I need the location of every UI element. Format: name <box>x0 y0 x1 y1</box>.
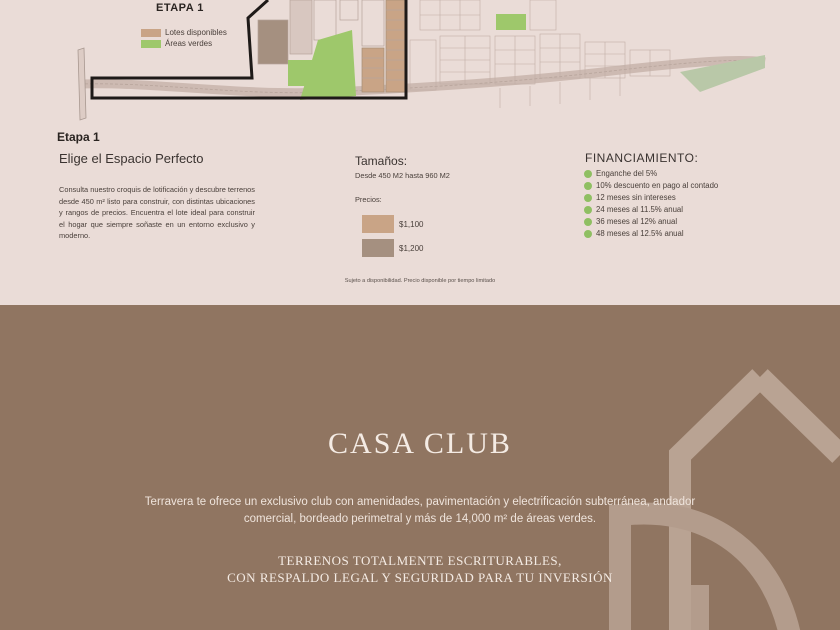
bullet-icon <box>584 194 592 202</box>
bullet-icon <box>584 182 592 190</box>
legend-green-areas <box>141 39 212 48</box>
legal-line-1: TERRENOS TOTALMENTE ESCRITURABLES, <box>278 553 562 568</box>
available-lots-swatch <box>141 29 161 37</box>
financing-item-text: 36 meses al 12% anual <box>596 217 678 226</box>
legend-label: Áreas verdes <box>165 39 213 48</box>
etapa-description: Consulta nuestro croquis de lotificación y descubre terrenos desde 450 m² listo para construir, con distintas ubicaciones y rangos de precios. Encuentra el lote ideal para construir el hogar que siempre soñaste en un entorno exclusivo y moderno. <box>59 185 255 241</box>
financing-item-text: 48 meses al 12.5% anual <box>596 229 684 238</box>
financing-title: FINANCIAMIENTO: <box>585 151 699 165</box>
price-swatch <box>362 239 394 257</box>
legal-statement <box>0 552 840 586</box>
green-areas-swatch <box>141 40 161 48</box>
financing-item-text: 10% descuento en pago al contado <box>596 181 719 190</box>
financing-item-text: Enganche del 5% <box>596 169 658 178</box>
prices-label: Precios: <box>355 195 382 204</box>
entrance-marker <box>78 48 86 120</box>
price-value: $1,100 <box>399 219 424 229</box>
financing-item-text: 12 meses sin intereses <box>596 193 676 202</box>
price-row <box>362 239 423 257</box>
future-lots <box>410 0 670 108</box>
price-value: $1,200 <box>399 243 424 253</box>
bullet-icon <box>584 170 592 178</box>
etapa-subtitle: Elige el Espacio Perfecto <box>59 151 204 166</box>
bullet-icon <box>584 206 592 214</box>
financing-item <box>584 216 718 228</box>
sizes-range: Desde 450 M2 hasta 960 M2 <box>355 171 450 180</box>
site-plan-map <box>0 0 840 125</box>
financing-item <box>584 168 718 180</box>
financing-item <box>584 192 718 204</box>
casa-club-section <box>0 305 840 630</box>
casa-club-description: Terravera te ofrece un exclusivo club con amenidades, pavimentación y electrificación subterránea, andador comercial, bordeado perimetral y más de 14,000 m² de áreas verdes. <box>144 496 696 525</box>
price-row <box>362 215 423 233</box>
legend-label: Lotes disponibles <box>165 28 227 37</box>
legend-title: ETAPA 1 <box>156 2 204 14</box>
price-swatch <box>362 215 394 233</box>
financing-item-text: 24 meses al 11.5% anual <box>596 205 683 214</box>
bullet-icon <box>584 218 592 226</box>
lotification-section <box>0 0 840 305</box>
legal-line-2: CON RESPALDO LEGAL Y SEGURIDAD PARA TU INVERSIÓN <box>227 570 613 585</box>
legend-available-lots <box>141 28 227 37</box>
availability-note: Sujeto a disponibilidad. Precio disponible por tiempo limitado <box>344 278 496 284</box>
etapa-heading: Etapa 1 <box>57 130 100 144</box>
financing-item <box>584 228 718 240</box>
sizes-title: Tamaños: <box>355 154 408 168</box>
financing-item <box>584 204 718 216</box>
casa-club-title: CASA CLUB <box>328 427 512 460</box>
financing-list <box>584 168 718 240</box>
bullet-icon <box>584 230 592 238</box>
financing-item <box>584 180 718 192</box>
